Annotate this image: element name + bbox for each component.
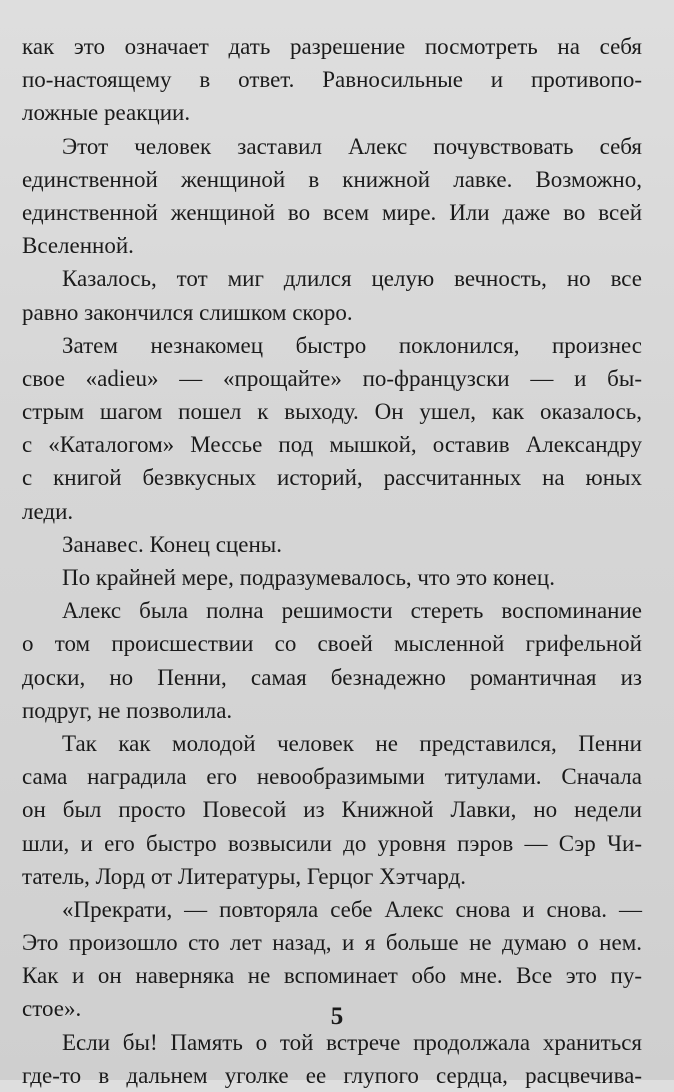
text-line: По крайней мере, подразумевалось, что это конец. bbox=[62, 565, 555, 590]
text-line: с «Каталогом» Мессье под мышкой, оставив Александру bbox=[22, 432, 642, 458]
text-line: о том происшествии со своей мысленной грифельной bbox=[22, 631, 642, 657]
text-line: единственной женщиной во всем мире. Или даже во всей bbox=[22, 199, 642, 225]
text-line: Как и он наверняка не вспоминает обо мне. Все это пу- bbox=[22, 963, 642, 989]
text-line: Занавес. Конец сцены. bbox=[62, 531, 282, 557]
text-line: свое «adieu» — «прощайте» по-французски — и бы- bbox=[22, 365, 642, 391]
text-line: сама наградила его невообразимыми титулами. Сначала bbox=[22, 764, 642, 790]
text-line: шли, и его быстро возвысили до уровня пэров — Сэр Чи- bbox=[22, 830, 642, 856]
text-line: стрым шагом пошел к выходу. Он ушел, как оказалось, bbox=[22, 399, 642, 425]
text-line: с книгой безвкусных историй, рассчитанных на юных bbox=[22, 465, 642, 491]
text-line: татель, Лорд от Литературы, Герцог Хэтчард. bbox=[22, 863, 467, 889]
text-line: Затем незнакомец быстро поклонился, произнес bbox=[62, 332, 642, 358]
text-line: Это произошло сто лет назад, и я больше не думаю о нем. bbox=[22, 930, 642, 956]
text-line: Вселенной. bbox=[22, 233, 134, 259]
text-line: он был просто Повесой из Книжной Лавки, но недели bbox=[22, 797, 642, 823]
page-number: 5 bbox=[330, 1003, 344, 1030]
text-line: Этот человек заставил Алекс почувствовать себя bbox=[62, 133, 642, 159]
text-line: леди. bbox=[22, 498, 74, 524]
text-line: равно закончился слишком скоро. bbox=[22, 299, 353, 325]
text-line: Алекс была полна решимости стереть воспоминание bbox=[62, 598, 642, 624]
text-line: единственной женщиной в книжной лавке. Возможно, bbox=[22, 166, 642, 192]
page-text-body bbox=[22, 30, 642, 1092]
text-line: как это означает дать разрешение посмотреть на себя bbox=[22, 34, 642, 59]
text-line: по-настоящему в ответ. Равносильные и противопо- bbox=[22, 67, 642, 93]
text-line: Если бы! Память о той встрече продолжала храниться bbox=[62, 1029, 642, 1055]
text-line: ложные реакции. bbox=[22, 100, 191, 126]
text-line: Казалось, тот миг длился целую вечность, но все bbox=[62, 266, 642, 292]
text-line: «Прекрати, — повторяла себе Алекс снова и снова. — bbox=[62, 896, 642, 922]
text-line: доски, но Пенни, самая безнадежно романтичная из bbox=[22, 664, 642, 690]
text-line: Так как молодой человек не представился, Пенни bbox=[62, 730, 642, 756]
text-line: стое». bbox=[22, 996, 82, 1022]
text-line: подруг, не позволила. bbox=[22, 697, 233, 723]
text-line: где-то в дальнем уголке ее глупого сердца, расцвечива- bbox=[22, 1062, 642, 1088]
